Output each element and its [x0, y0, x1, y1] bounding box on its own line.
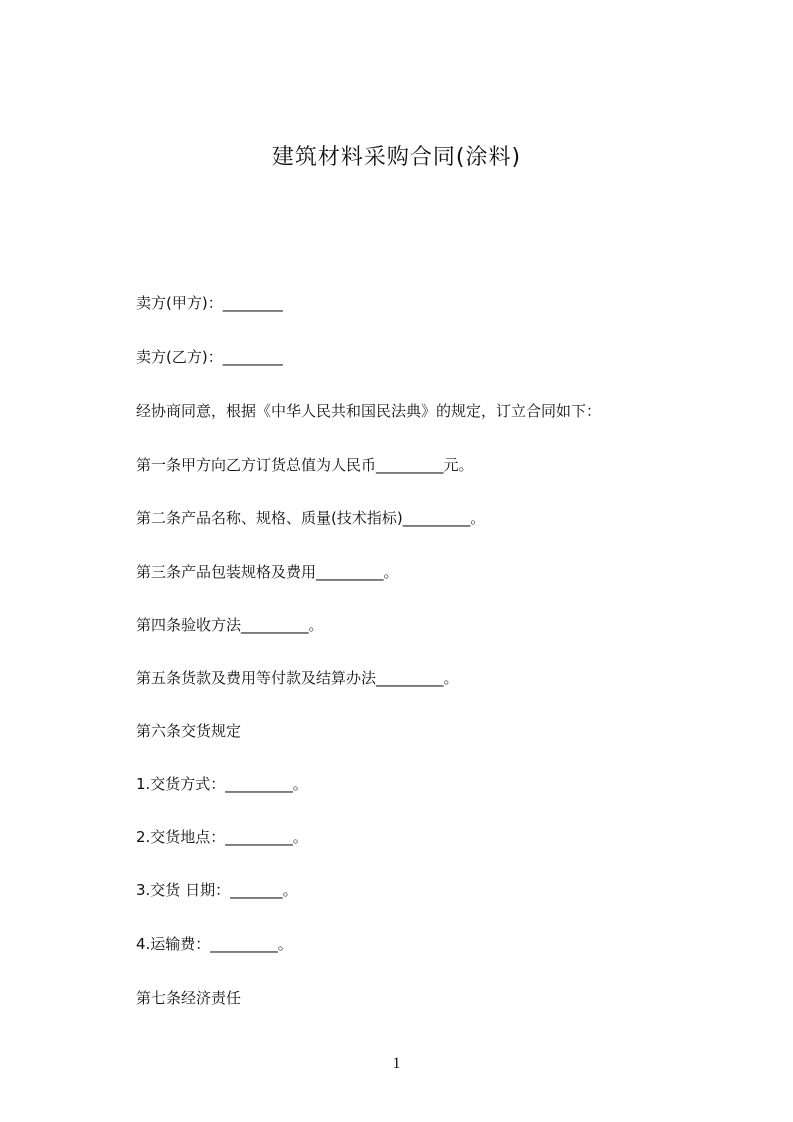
article-4: 第四条验收方法_________。: [136, 616, 324, 634]
delivery-method: 1.交货方式：_________。: [136, 775, 308, 793]
document-title: 建筑材料采购合同(涂料): [271, 145, 522, 170]
page-number: 1: [392, 1055, 401, 1072]
delivery-location: 2.交货地点：_________。: [136, 828, 308, 846]
seller-party-b-line: 卖方(乙方)：________: [136, 348, 283, 366]
article-2: 第二条产品名称、规格、质量(技术指标)_________。: [136, 509, 486, 527]
seller-party-a-line: 卖方(甲方)：________: [136, 294, 283, 312]
transport-fee: 4.运输费：_________。: [136, 935, 293, 953]
article-5: 第五条货款及费用等付款及结算办法_________。: [136, 669, 459, 687]
delivery-date: 3.交货 日期：_______。: [136, 881, 298, 899]
article-1: 第一条甲方向乙方订货总值为人民币_________元。: [136, 456, 474, 474]
agreement-preamble: 经协商同意，根据《中华人民共和国民法典》的规定，订立合同如下：: [136, 402, 602, 420]
article-7-heading: 第七条经济责任: [136, 989, 242, 1007]
article-3: 第三条产品包装规格及费用_________。: [136, 563, 399, 581]
article-6-heading: 第六条交货规定: [136, 722, 242, 740]
